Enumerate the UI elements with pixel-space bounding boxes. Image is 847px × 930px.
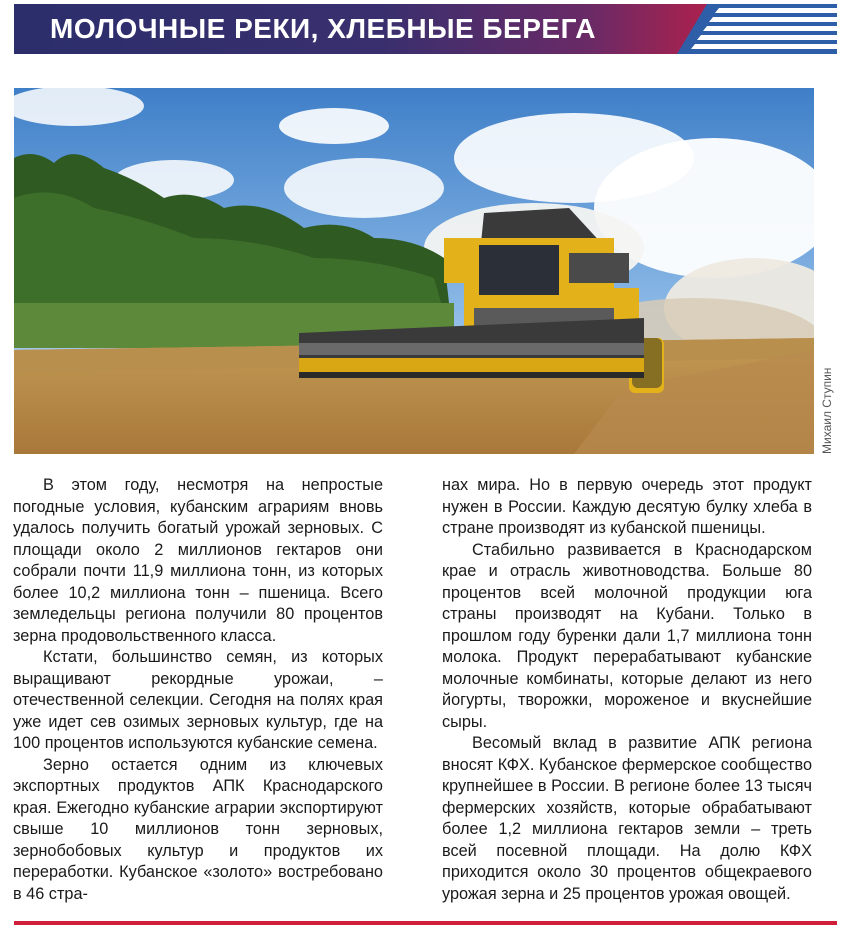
paragraph: Весомый вклад в развитие АПК региона вносят КФХ. Кубанское фермерское сообщество крупнейшее в России. В регионе более 13 тысяч фермерских хозяйств, которые обрабатывают более 1,2 миллиона гектаров земли – треть всей посевной площади. На долю КФХ приходится около 30 процентов общекраевого урожая зерна и 25 процентов урожая овощей. [442,734,812,903]
bottom-divider [14,921,837,925]
article-column-left [13,475,383,905]
paragraph: нах мира. Но в первую очередь этот продукт нужен в России. Каждую десятую булку хлеба в стране производят из кубанской пшеницы. [442,476,812,537]
combine-harvester-image [14,88,814,454]
section-header [14,4,837,54]
article-column-right [442,475,812,905]
paragraph: В этом году, несмотря на непростые погодные условия, кубанским аграриям вновь удалось получить богатый урожай зерновых. С площади около 2 миллионов гектаров они собрали почти 11,9 миллиона тонн, из которых более 10,2 миллиона тонн – пшеница. Всего земледельцы региона получили 80 процентов зерна продовольственного класса. [13,476,383,645]
paragraph: Зерно остается одним из ключевых экспортных продуктов АПК Краснодарского края. Ежегодно кубанские аграрии экспортируют свыше 10 миллионов тонн зерновых, зернобобовых культур и продуктов их переработки. Кубанское «золото» востребовано в 46 стра- [13,755,383,903]
photo-credit: Михаил Ступин [820,367,834,454]
region-flag-stripes-icon [677,4,837,54]
paragraph: Стабильно развивается в Краснодарском крае и отрасль животноводства. Больше 80 процентов всей молочной продукции юга страны производят на Кубани. Только в прошлом году буренки дали 1,7 миллиона тонн молока. Продукт перерабатывают кубанские молочные комбинаты, которые делают из него йогурты, творожки, мороженое и вкуснейшие сыры. [442,540,812,731]
paragraph: Кстати, большинство семян, из которых выращивают рекордные урожаи, – отечественной селекции. Сегодня на полях края уже идет сев озимых зерновых культур, где на 100 процентов используются кубанские семена. [13,648,383,752]
section-title: МОЛОЧНЫЕ РЕКИ, ХЛЕБНЫЕ БЕРЕГА [50,13,596,44]
harvest-photo [14,88,814,454]
